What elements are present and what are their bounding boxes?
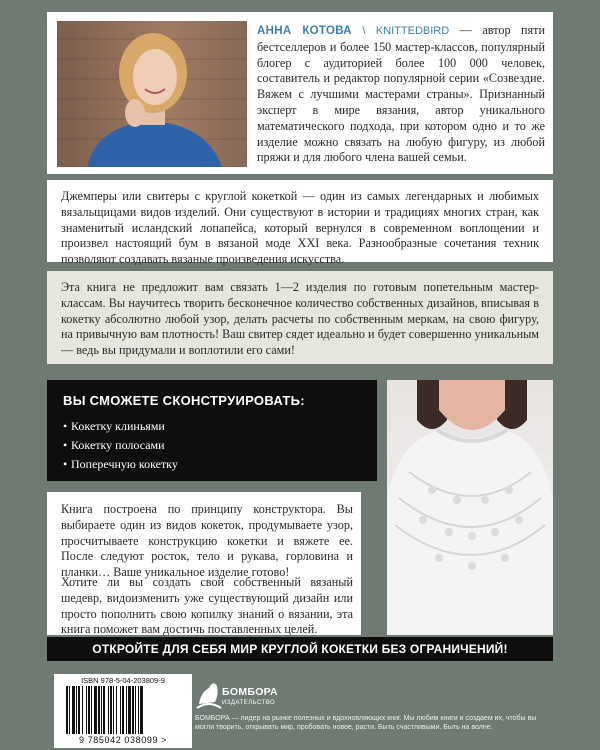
barcode-bar (78, 686, 80, 734)
author-bio-text: — автор пяти бестселлеров и более 150 мастер-классов, популярный блогер с аудиторией более 100 000 человек, составитель и редактор популярной серии «Созвездие. Вяжем с лучшими мастерами страны». Признанный эксперт в мире вязания, автор уникального математического подхода, при котором одно и то же изделие можно связать на любую фигуру, из любой пряжи и для любого члена вашей семьи. (257, 23, 546, 165)
construct-title: ВЫ СМОЖЕТЕ СКОНСТРУИРОВАТЬ: (63, 393, 305, 408)
publisher-name: БОМБОРА (222, 686, 278, 698)
author-bio (257, 23, 545, 166)
bullet-icon: • (63, 419, 68, 433)
bullet-icon: • (63, 438, 68, 452)
barcode-bar (138, 686, 139, 734)
barcode-bar (113, 686, 114, 734)
barcode-bar (82, 686, 83, 734)
barcode-bar (120, 686, 121, 734)
barcode-bar (132, 686, 134, 734)
footer (47, 666, 553, 750)
barcode-bar (69, 686, 70, 734)
list-item (63, 455, 178, 474)
barcode-bar (72, 686, 75, 734)
list-item (63, 436, 178, 455)
barcode-bar (110, 686, 112, 734)
barcode-bar (122, 686, 124, 734)
bullet-icon: • (63, 457, 68, 471)
barcode-bar (98, 686, 100, 734)
barcode (54, 674, 192, 748)
author-portrait-illustration (57, 21, 247, 167)
barcode-bar (91, 686, 92, 734)
barcode-bar (88, 686, 90, 734)
how-paragraph-2: Хотите ли вы создать свой собственный вязаный шедевр, видоизменить уже существующий дизайн или просто пополнить свою копилку знаний о вязании, эта книга поможет вам достичь поставленных целей. (61, 575, 353, 637)
construct-list (63, 417, 178, 474)
barcode-digits: 9 785042 038099 > (78, 735, 168, 745)
publisher-subtitle: ИЗДАТЕЛЬСТВО (222, 700, 276, 706)
sweater-illustration (387, 380, 553, 635)
construct-item-label: Поперечную кокетку (71, 457, 178, 471)
barcode-bar (135, 686, 136, 734)
barcode-bar (108, 686, 109, 734)
barcode-bar (116, 686, 117, 734)
author-name: АННА КОТОВА (257, 25, 352, 37)
how-it-works-section (47, 492, 361, 635)
author-section (47, 12, 553, 174)
intro-text: Джемперы или свитеры с круглой кокеткой — один из самых легендарных и любимых вязальщицами видов изделий. Они существуют в истории и традициях многих стран, как знаменитый исландский лопапейса, который вернулся в современном воплощении и произвел настоящий бум в вязаной моде XXI века. Разнообразные сочетания техник позволяют создавать вязаные произведения искусства. (61, 189, 539, 267)
barcode-bar (76, 686, 77, 734)
construct-section (47, 380, 377, 481)
slogan-banner (47, 637, 553, 661)
barcode-bar (128, 686, 131, 734)
sweater-photo (387, 380, 553, 635)
promise-text: Эта книга не предложит вам связать 1—2 изделия по готовым попетельным мастер-классам. Вы научитесь творить бесконечное количество собственных дизайнов, вписывая в кокетку абсолютно любой узор, делать расчеты по собственным меркам, на свою фигуру, на привычную вам плотность! Ваш свитер сядет идеально и будет совершенно уникальным — ведь вы придумали и воплотили его сами! (61, 280, 539, 358)
barcode-bar (140, 686, 143, 734)
author-photo (57, 21, 247, 167)
list-item (63, 417, 178, 436)
how-paragraph-1: Книга построена по принципу конструктора. Вы выбираете один из видов кокеток, продумываете узор, просчитываете конструкцию кокетки и вяжете ее. После следуют росток, тело и рукава, горловина и планки… Ваше уникальное изделие готово! (61, 502, 353, 580)
barcode-bar (66, 686, 68, 734)
isbn-text: ISBN 978-5-04-203809-9 (81, 676, 165, 685)
publisher-tagline: БОМБОРА — лидер на рынке полезных и вдохновляющих книг. Мы любим книги и создаем их, чтобы вы могли творить, открывать мир, пробовать новое, расти. Быть счастливыми. Быть на волне. (195, 715, 537, 732)
intro-section (47, 180, 553, 267)
construct-item-label: Кокетку клиньями (71, 419, 165, 433)
barcode-bar (101, 686, 102, 734)
barcode-bar (94, 686, 97, 734)
promise-section (47, 271, 553, 364)
author-handle: \ KNITTEDBIRD (362, 25, 450, 37)
barcode-bar (103, 686, 105, 734)
barcode-bar (86, 686, 87, 734)
construct-item-label: Кокетку полосами (71, 438, 165, 452)
slogan-text: ОТКРОЙТЕ ДЛЯ СЕБЯ МИР КРУГЛОЙ КОКЕТКИ БЕЗ ОГРАНИЧЕНИЙ! (92, 642, 508, 656)
barcode-bar (126, 686, 127, 734)
